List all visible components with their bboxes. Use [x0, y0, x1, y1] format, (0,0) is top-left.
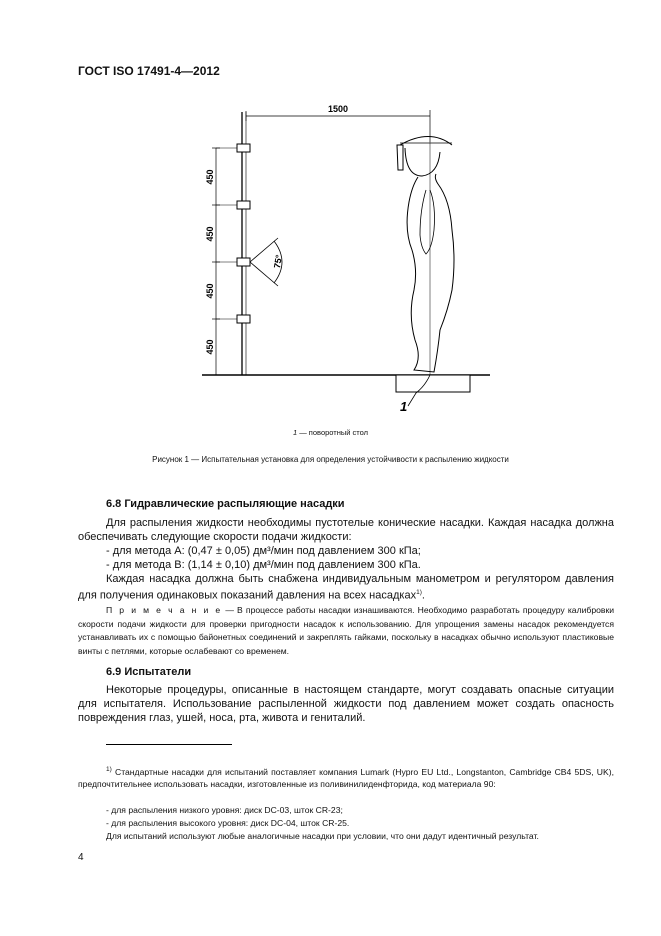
- figure-legend: [0, 428, 661, 437]
- page-number: 4: [78, 852, 84, 863]
- paragraph-text: Каждая насадка должна быть снабжена индивидуальным манометром и регулятором давления для получения одинаковых показаний давления на всех насадках: [78, 573, 614, 602]
- paragraph: Для распыления жидкости необходимы пустотелые конические насадки. Каждая насадка должна обеспечивать следующие скорости подачи жидкости:: [78, 517, 614, 543]
- spray-angle-label: 75°: [271, 253, 285, 270]
- nozzle: [237, 315, 250, 323]
- height-dimension-label: 450: [205, 226, 215, 242]
- footnote-rule: [106, 744, 232, 745]
- width-dimension-label: 1500: [327, 104, 349, 114]
- figure-caption: Рисунок 1 — Испытательная установка для определения устойчивости к распылению жидкости: [152, 455, 509, 464]
- turntable-callout-number: 1: [400, 399, 408, 414]
- footnote-body: Стандартные насадки для испытаний поставляет компания Lumark (Hypro EU Ltd., Longstanton, Cambridge CB4 5DS, UK), предпочтительнее использовать насадки, изготовленные из поливинилиденфторида, код материала 90:: [78, 766, 614, 790]
- note-label: П р и м е ч а н и е: [106, 605, 223, 615]
- document-header: ГОСТ ISO 17491-4—2012: [78, 64, 220, 78]
- nozzle: [237, 201, 250, 209]
- footnote-list-item: - для распыления низкого уровня: диск DC-03, шток CR-23;: [106, 805, 343, 815]
- height-dimension-label: 450: [205, 339, 215, 355]
- nozzle: [237, 144, 250, 152]
- footnote-text: [78, 764, 614, 791]
- legend-text: — поворотный стол: [297, 428, 369, 437]
- list-item: - для метода В: (1,14 ± 0,10) дм³/мин под давлением 300 кПа.: [106, 559, 421, 571]
- section-title-6-8: 6.8 Гидравлические распыляющие насадки: [106, 498, 345, 510]
- note: [78, 604, 614, 658]
- footnote-ref: 1): [416, 589, 422, 596]
- footnote-mark: 1): [106, 766, 112, 773]
- list-item: - для метода А: (0,47 ± 0,05) дм³/мин под давлением 300 кПа;: [106, 545, 421, 557]
- footnote-text: Для испытаний используют любые аналогичные насадки при условии, что они дадут идентичный результат.: [106, 831, 539, 841]
- footnote-list-item: - для распыления высокого уровня: диск DC-04, шток CR-25.: [106, 818, 350, 828]
- height-dimension-label: 450: [205, 169, 215, 185]
- section-title-6-9: 6.9 Испытатели: [106, 666, 192, 678]
- note-text: — В процессе работы насадки изнашиваются. Необходимо разработать процедуру калибровки скорости подачи жидкости для проверки пригодности насадок к использованию. Для упрощения замены насадок рекомендуется устанавливать их с помощью байонетных соединений и закреплять гайками, поскольку в насадках обычно используют пластиковые винты с петлями, которые ослабевают со временем.: [78, 605, 615, 656]
- height-dimension-label: 450: [205, 283, 215, 299]
- paragraph: [78, 572, 614, 603]
- turntable: [396, 375, 470, 392]
- mannequin: [397, 137, 454, 376]
- paragraph-end: .: [421, 589, 425, 602]
- legend-number: 1: [292, 428, 298, 437]
- test-setup-figure: [190, 90, 500, 420]
- nozzle: [237, 258, 250, 266]
- paragraph: Некоторые процедуры, описанные в настоящем стандарте, могут создавать опасные ситуации для испытателя. Использование распыленной жидкости под давлением может создать опасность повреждения глаз, ушей, носа, рта, живота и гениталий.: [78, 684, 614, 724]
